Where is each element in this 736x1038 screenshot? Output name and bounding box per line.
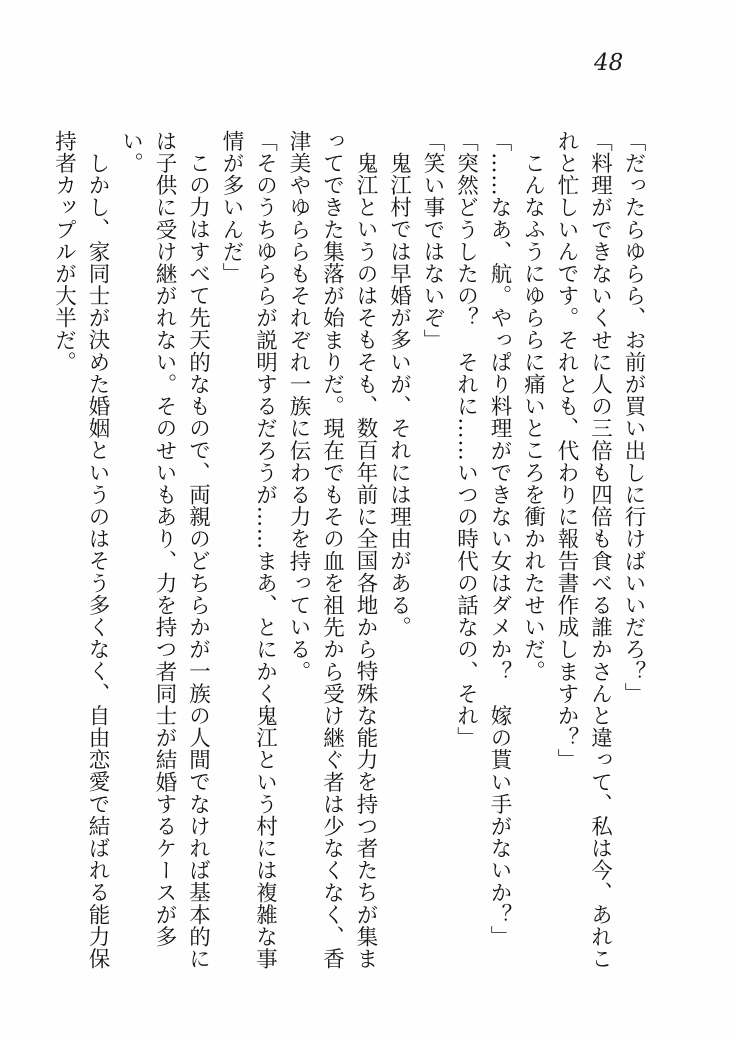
paragraph: 「突然どうしたの？ それに……いつの時代の話なの、それ」 xyxy=(453,130,479,749)
paragraph: 鬼江村では早婚が多いが、それには理由がある。 xyxy=(386,151,412,638)
paragraph: 「そのうちゆららが説明するだろうが……まあ、とにかく鬼江という村には複雑な事情が多いんだ」 xyxy=(219,130,278,970)
body-text xyxy=(47,130,650,978)
paragraph: 「……なあ、航。やっぱり料理ができない女はダメか？ 嫁の貰い手がないか？」 xyxy=(487,130,512,948)
paragraph: 「笑い事ではないぞ」 xyxy=(420,130,445,351)
paragraph: しかし、家同士が決めた婚姻というのはそう多くなく、自由恋愛で結ばれる能力保持者カップルが大半だ。 xyxy=(51,130,110,970)
paragraph: こんなふうにゆららに痛いところを衝かれたせいだ。 xyxy=(520,151,546,682)
paragraph: この力はすべて先天的なもので、両親のどちらかが一族の人間でなければ基本的には子供に受け継がれない。そのせいもあり、力を持つ者同士が結婚するケースが多い。 xyxy=(118,130,211,970)
paragraph: 鬼江というのはそもそも、数百年前に全国各地から特殊な能力を持つ者たちが集まってできた集落が始まりだ。現在でもその血を祖先から受け継ぐ者は少なくなく、香津美やゆららもそれぞれ一族に伝わる力を持っている。 xyxy=(286,130,378,970)
paragraph: 「料理ができないくせに人の三倍も四倍も食べる誰かさんと違って、私は今、あれこれと忙しいんです。それとも、代わりに報告書作成しますか？」 xyxy=(554,130,613,970)
page-number: 48 xyxy=(594,50,624,76)
paragraph: 「だったらゆらら、お前が買い出しに行けばいいだろ？」 xyxy=(621,130,646,705)
